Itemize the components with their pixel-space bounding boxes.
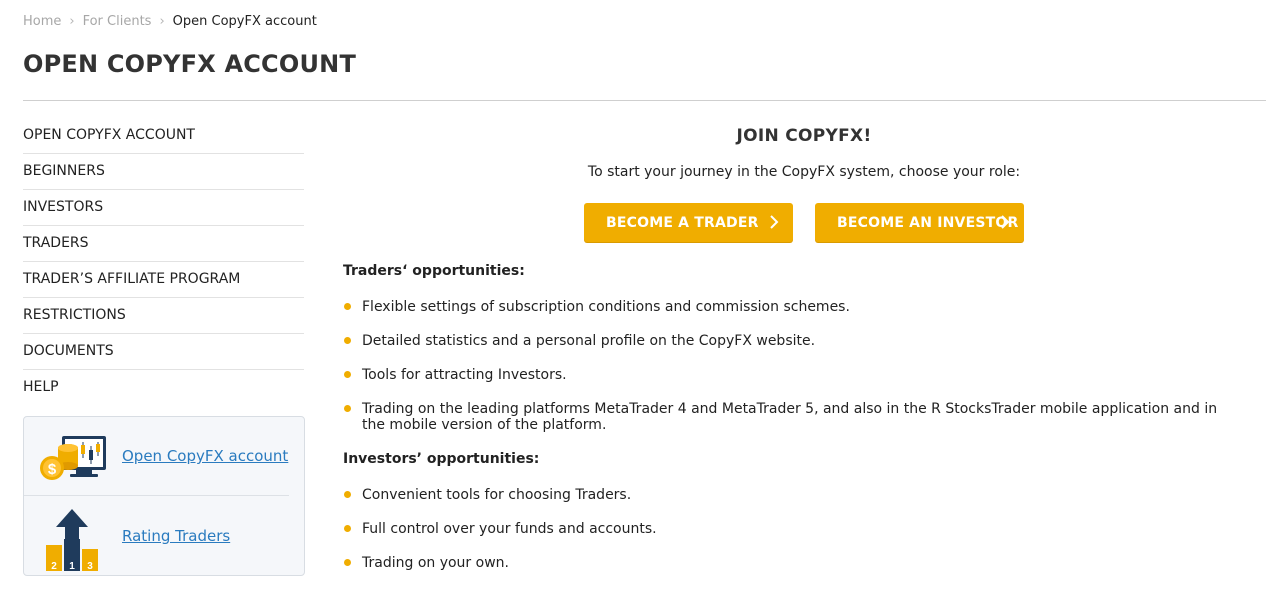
bullet-icon [344, 491, 351, 498]
bullet-icon [344, 525, 351, 532]
podium-number-2: 2 [51, 561, 57, 571]
breadcrumb-current: Open CopyFX account [172, 14, 317, 29]
sidebar-item-documents[interactable]: DOCUMENTS [23, 334, 304, 370]
promo-divider [24, 495, 289, 496]
rating-podium-icon [38, 507, 110, 571]
list-item: Trading on your own. [343, 555, 1243, 571]
page-title: OPEN COPYFX ACCOUNT [23, 50, 357, 78]
podium-number-3: 3 [87, 561, 93, 571]
traders-list [343, 299, 1243, 433]
list-item: Flexible settings of subscription conditions and commission schemes. [343, 299, 1243, 315]
become-trader-label: BECOME A TRADER [606, 214, 759, 231]
list-item: Tools for attracting Investors. [343, 367, 1243, 383]
promo-box [23, 416, 305, 576]
sidebar-item-beginners[interactable]: BEGINNERS [23, 154, 304, 190]
bullet-icon [344, 303, 351, 310]
list-item: Trading on the leading platforms MetaTrader 4 and MetaTrader 5, and also in the R StocksTrader mobile application and in the mobile version of the platform. [343, 401, 1243, 433]
chevron-right-icon: › [159, 14, 165, 29]
podium-number-1: 1 [69, 561, 75, 571]
chevron-right-icon: › [69, 14, 75, 29]
sidebar-item-traders[interactable]: TRADERS [23, 226, 304, 262]
chevron-right-icon [1000, 215, 1010, 229]
become-investor-button[interactable] [815, 203, 1024, 242]
list-item: Full control over your funds and accounts. [343, 521, 1243, 537]
svg-text:$: $ [47, 461, 57, 478]
bullet-icon [344, 337, 351, 344]
sidebar-item-open-copyfx-account[interactable]: OPEN COPYFX ACCOUNT [23, 118, 304, 154]
traders-heading: Traders‘ opportunities: [343, 263, 525, 279]
sidebar-item-help[interactable]: HELP [23, 379, 59, 395]
become-investor-label: BECOME AN INVESTOR [837, 214, 1019, 231]
sidebar-item-traders-affiliate-program[interactable]: TRADER’S AFFILIATE PROGRAM [23, 262, 304, 298]
breadcrumb [23, 14, 317, 29]
rating-traders-link[interactable]: Rating Traders [122, 527, 231, 545]
breadcrumb-home[interactable]: Home [23, 14, 62, 29]
list-item: Convenient tools for choosing Traders. [343, 487, 1243, 503]
promo-rating-row [24, 497, 304, 575]
join-subtitle: To start your journey in the CopyFX system, choose your role: [587, 164, 1021, 180]
list-item: Detailed statistics and a personal profile on the CopyFX website. [343, 333, 1243, 349]
sidebar-nav [23, 118, 304, 405]
investors-heading: Investors’ opportunities: [343, 451, 540, 467]
sidebar-item-investors[interactable]: INVESTORS [23, 190, 304, 226]
sidebar-item-restrictions[interactable]: RESTRICTIONS [23, 298, 304, 334]
bullet-icon [344, 371, 351, 378]
open-copyfx-account-link[interactable]: Open CopyFX account [122, 447, 289, 465]
join-title: JOIN COPYFX! [736, 126, 872, 146]
become-trader-button[interactable] [584, 203, 793, 242]
chevron-right-icon [769, 215, 779, 229]
bullet-icon [344, 405, 351, 412]
coins-monitor-icon [38, 424, 110, 488]
title-divider [23, 100, 1266, 101]
investors-list [343, 487, 1243, 571]
bullet-icon [344, 559, 351, 566]
promo-open-account-row [24, 417, 304, 495]
breadcrumb-for-clients[interactable]: For Clients [82, 14, 152, 29]
